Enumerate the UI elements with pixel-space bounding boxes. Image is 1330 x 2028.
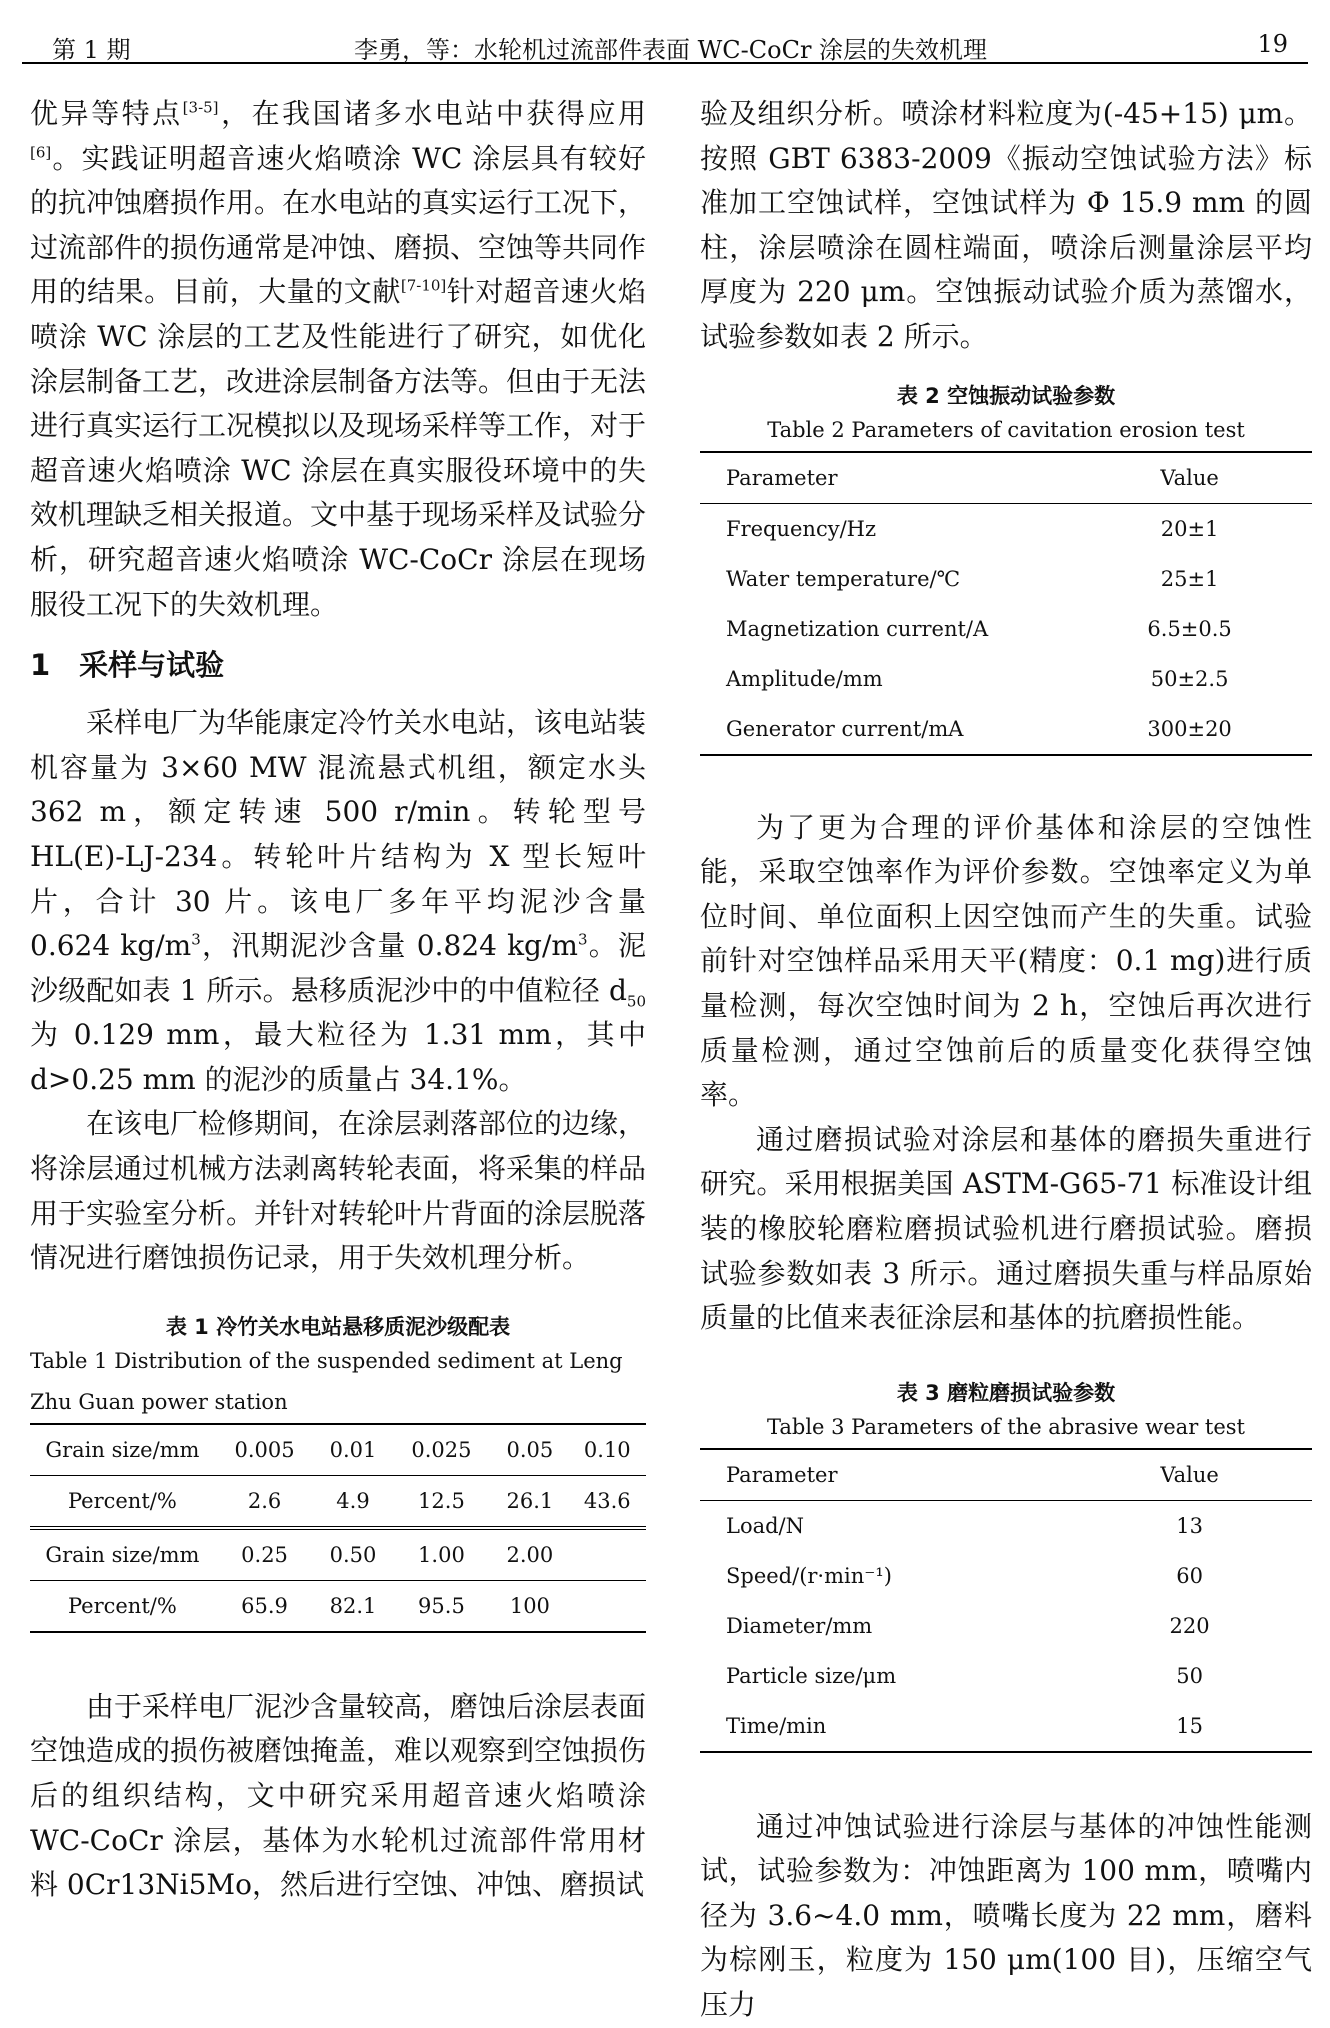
- table3-caption-en: Table 3 Parameters of the abrasive wear test: [766, 1414, 1246, 1439]
- table-row: Grain size/mm 0.005 0.01 0.025 0.05 0.10: [30, 1424, 646, 1476]
- table1-block: [30, 1311, 646, 1633]
- table-row: Amplitude/mm 50±2.5: [726, 666, 1229, 691]
- table2-cavitation-params: [700, 451, 1312, 756]
- paragraph-cavitation-rate: 为了更为合理的评价基体和涂层的空蚀性能，采取空蚀率作为评价参数。空蚀率定义为单位时间、单位面积上因空蚀而产生的失重。试验前针对空蚀样品采用天平(精度：0.1 mg)进行质量检测，每次空蚀时间为 2 h，空蚀后再次进行质量检测，通过空蚀前后的质量变化获得空蚀率。: [700, 810, 1312, 1112]
- section-heading: 1 采样与试验: [30, 648, 225, 683]
- table-row: Generator current/mA 300±20: [726, 716, 1232, 741]
- table3-wear-params: [700, 1448, 1312, 1753]
- running-header: [22, 0, 1308, 64]
- paragraph-sample-collection: 在该电厂检修期间，在涂层剥落部位的边缘，将涂层通过机械方法剥离转轮表面，将采集的样品用于实验室分析。并针对转轮叶片背面的涂层脱落情况进行磨蚀损伤记录，用于失效机理分析。: [30, 1107, 647, 1275]
- table-row: Frequency/Hz 20±1: [726, 516, 1219, 541]
- table-row: Percent/% 2.6 4.9 12.5 26.1 43.6: [30, 1475, 646, 1528]
- table2-block: [700, 380, 1312, 756]
- table-row: Grain size/mm 0.25 0.50 1.00 2.00: [30, 1528, 646, 1581]
- table-row: Magnetization current/A 6.5±0.5: [726, 616, 1232, 641]
- table3-block: [700, 1377, 1312, 1753]
- paragraph-method: 由于采样电厂泥沙含量较高，磨蚀后涂层表面空蚀造成的损伤被磨蚀掩盖，难以观察到空蚀损伤后的组织结构，文中研究采用超音速火焰喷涂 WC-CoCr 涂层，基体为水轮机过流部件常用材料 0Cr13Ni5Mo，然后进行空蚀、冲蚀、磨损试: [30, 1689, 647, 1902]
- table-header-row: Parameter Value: [700, 452, 1312, 504]
- table2-caption-en: Table 2 Parameters of cavitation erosion test: [767, 417, 1245, 442]
- table-row: Diameter/mm 220: [726, 1613, 1210, 1638]
- table-row: Speed/(r·min⁻¹) 60: [726, 1563, 1203, 1588]
- citation-ref: [7-10]: [400, 277, 447, 296]
- table2-caption-cn: 表 2 空蚀振动试验参数: [896, 383, 1116, 408]
- page-number: 19: [1257, 30, 1288, 58]
- paragraph-intro-continued: 优异等特点[3-5]，在我国诸多水电站中获得应用[6]。实践证明超音速火焰喷涂 WC 涂层具有较好的抗冲蚀磨损作用。在水电站的真实运行工况下，过流部件的损伤通常是冲蚀、磨损、空蚀等共同作用的结果。目前，大量的文献[7-10]针对超音速火焰喷涂 WC 涂层的工艺及性能进行了研究，如优化涂层制备工艺，改进涂层制备方法等。但由于无法进行真实运行工况模拟以及现场采样等工作，对于超音速火焰喷涂 WC 涂层在真实服役环境中的失效机理缺乏相关报道。文中基于现场采样及试验分析，研究超音速火焰喷涂 WC-CoCr 涂层在现场服役工况下的失效机理。: [30, 97, 647, 621]
- citation-ref: [6]: [30, 143, 52, 162]
- citation-ref: [3-5]: [182, 98, 219, 117]
- table1-sediment-distribution: [30, 1423, 646, 1633]
- table1-caption-cn: 表 1 冷竹关水电站悬移质泥沙级配表: [165, 1314, 511, 1339]
- table-row: Load/N 13: [726, 1513, 1203, 1538]
- issue-number: 第 1 期: [52, 36, 131, 64]
- table-row: Water temperature/℃ 25±1: [726, 566, 1219, 591]
- paragraph-cavitation-sample: 验及组织分析。喷涂材料粒度为(-45+15) μm。按照 GBT 6383-2009《振动空蚀试验方法》标准加工空蚀试样，空蚀试样为 Φ 15.9 mm 的圆柱，涂层喷涂在圆柱端面，喷涂后测量涂层平均厚度为 220 μm。空蚀振动试验介质为蒸馏水，试验参数如表 2 所示。: [700, 97, 1312, 353]
- table-row: Percent/% 65.9 82.1 95.5 100: [67, 1593, 550, 1618]
- paragraph-sampling: 采样电厂为华能康定冷竹关水电站，该电站装机容量为 3×60 MW 混流悬式机组，额定水头 362 m，额定转速 500 r/min。转轮型号 HL(E)-LJ-234。转轮叶片结构为 X 型长短叶片，合计 30 片。该电厂多年平均泥沙含量 0.624 $kg/m^3$，汛期泥沙含量 0.824 $kg/m^3$。泥沙级配如表 1 所示。悬移质泥沙中的中值粒径 $d_{50}$为 0.129 mm，最大粒径为 1.31 mm，其中 d>0.25 mm 的泥沙的质量占 34.1%。: [30, 706, 647, 1096]
- running-title: 李勇，等：水轮机过流部件表面 WC-CoCr 涂层的失效机理: [354, 36, 988, 64]
- paragraph-erosion-test: 通过冲蚀试验进行涂层与基体的冲蚀性能测试，试验参数为：冲蚀距离为 100 mm，喷嘴内径为 3.6~4.0 mm，喷嘴长度为 22 mm，磨料为棕刚玉，粒度为 150 μm(100 目)，压缩空气压力: [700, 1809, 1312, 2022]
- table1-caption-en: Table 1 Distribution of the suspended sediment at Leng Zhu Guan power station: [30, 1348, 623, 1414]
- table3-caption-cn: 表 3 磨粒磨损试验参数: [896, 1380, 1116, 1405]
- left-column: [30, 88, 646, 1908]
- table-header-row: Parameter Value: [700, 1449, 1312, 1501]
- paragraph-abrasive-wear: 通过磨损试验对涂层和基体的磨损失重进行研究。采用根据美国 ASTM-G65-71 标准设计组装的橡胶轮磨粒磨损试验机进行磨损试验。磨损试验参数如表 3 所示。通过磨损失重与样品原始质量的比值来表征涂层和基体的抗磨损性能。: [700, 1122, 1312, 1335]
- table-row: Time/min 15: [726, 1713, 1203, 1738]
- table-row: Particle size/μm 50: [726, 1663, 1203, 1688]
- right-column: [700, 88, 1312, 2028]
